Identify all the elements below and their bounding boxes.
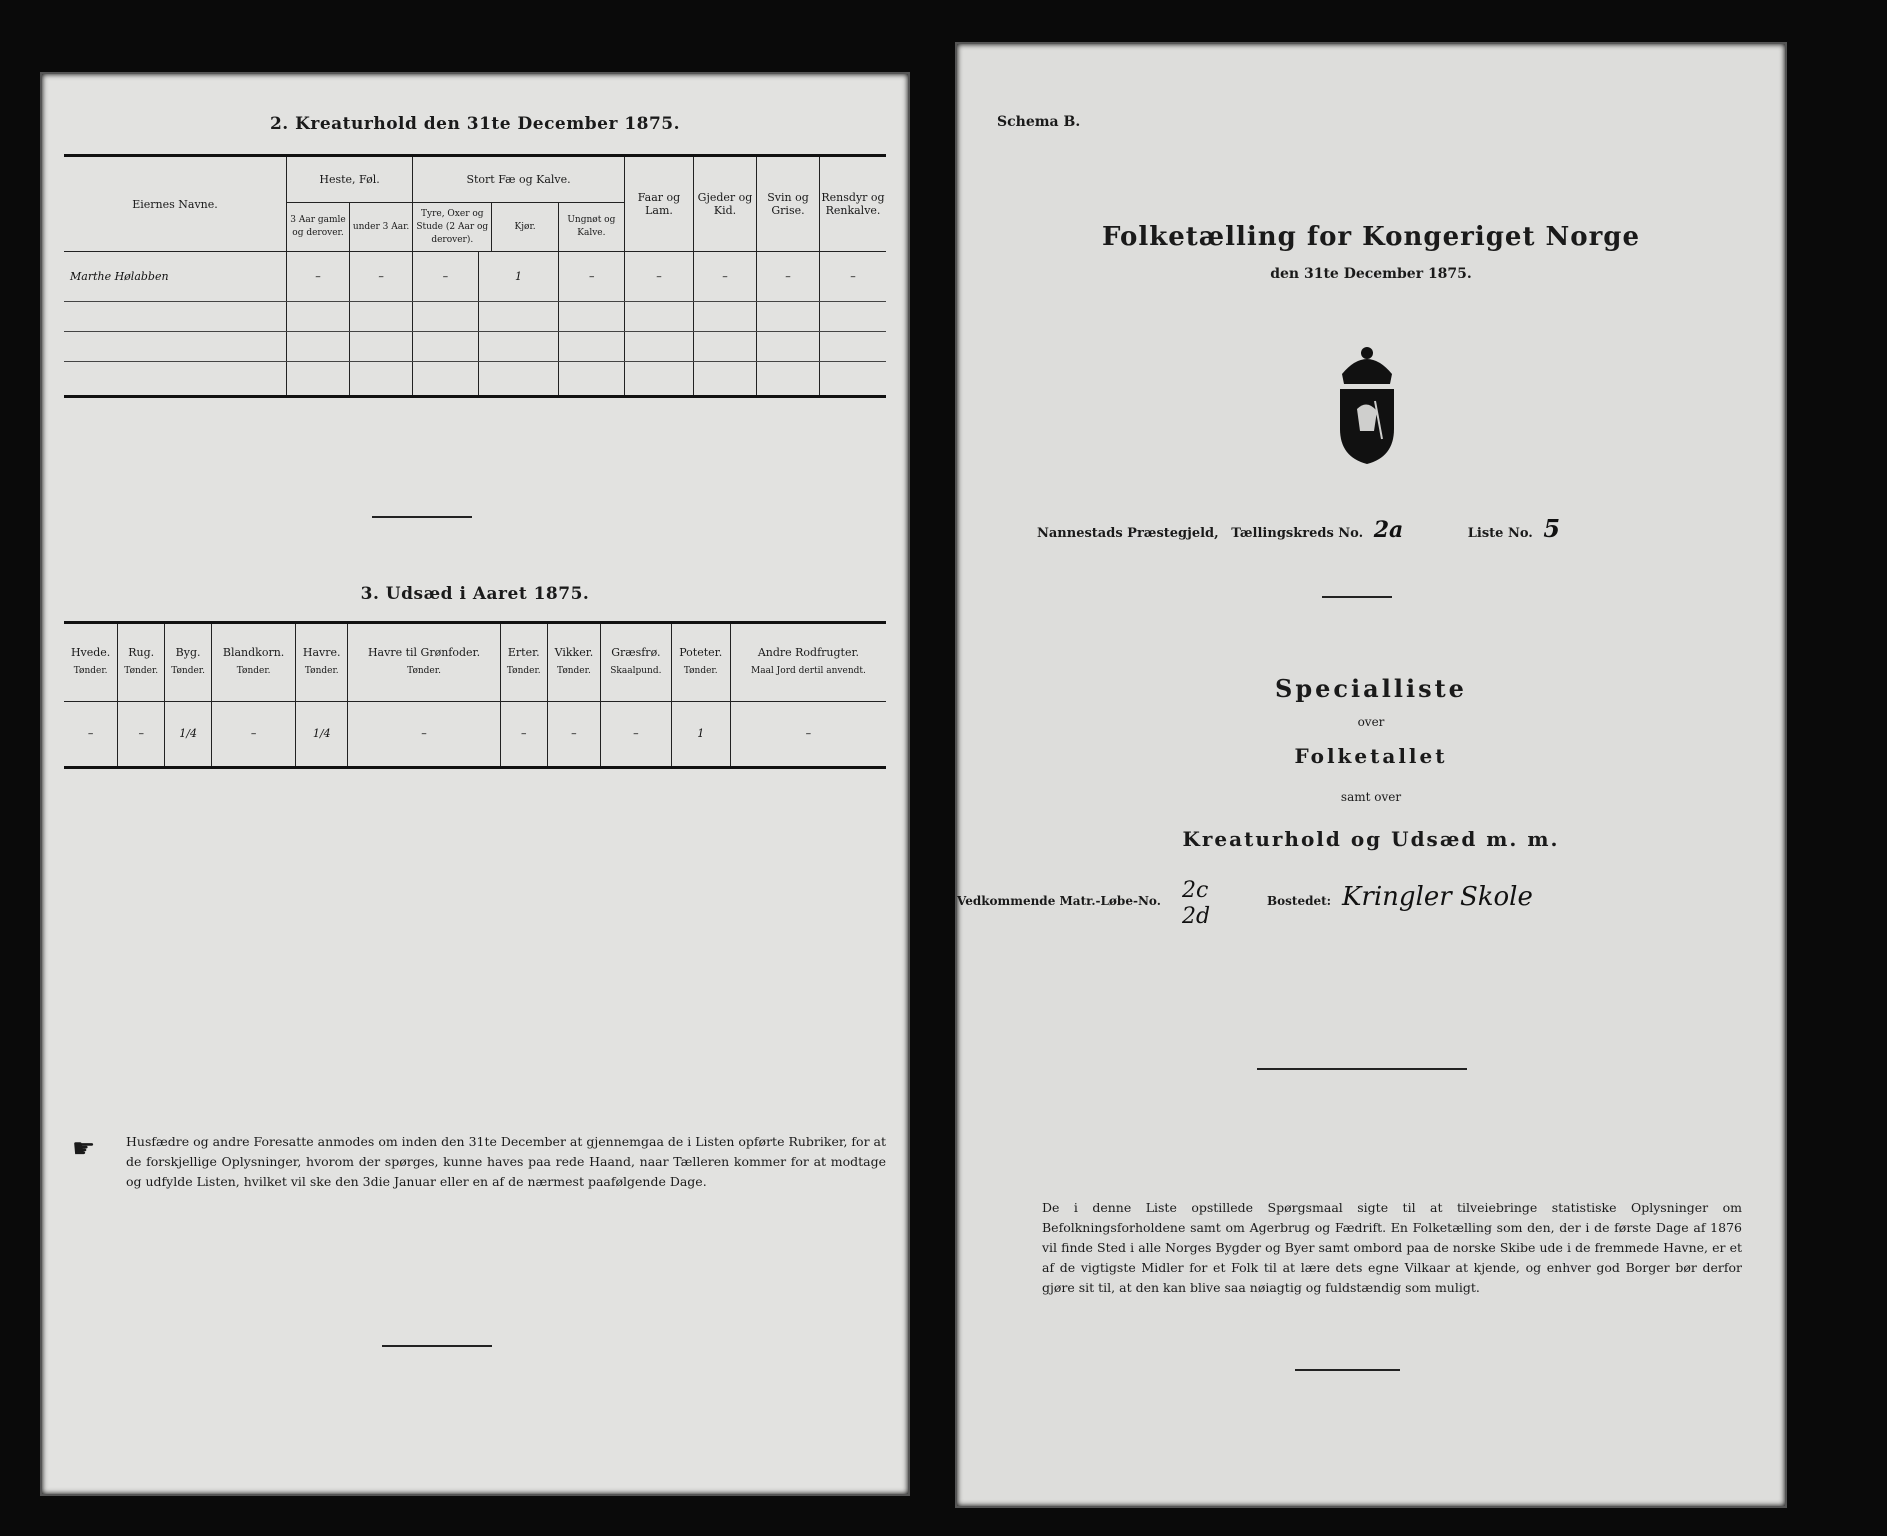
seed-col-name: Erter. xyxy=(507,646,540,660)
divider xyxy=(372,516,472,518)
seed-col-name: Græsfrø. xyxy=(611,646,661,660)
seed-value-cell: 1/4 xyxy=(165,701,212,767)
seed-col-unit: Tønder. xyxy=(407,666,441,677)
stort-group-label: Stort Fæ og Kalve. xyxy=(413,157,624,203)
gjeder-header: Gjeder og Kid. xyxy=(694,156,757,252)
table-row xyxy=(64,302,886,332)
seed-value-cell: – xyxy=(730,701,886,767)
faar-header: Faar og Lam. xyxy=(625,156,694,252)
seed-col-header xyxy=(547,623,600,702)
seed-value-cell: 1 xyxy=(671,701,730,767)
heste-group-label: Heste, Føl. xyxy=(287,157,412,203)
seed-col-header xyxy=(212,623,296,702)
section2-title: 2. Kreaturhold den 31te December 1875. xyxy=(269,114,681,134)
district-value: 2a xyxy=(1373,517,1404,543)
seed-col-name: Andre Rodfrugter. xyxy=(757,646,860,660)
seed-col-unit: Tønder. xyxy=(557,666,591,677)
stort-a-cell: – xyxy=(413,252,479,302)
main-title: Folketælling for Kongeriget Norge xyxy=(1101,222,1641,252)
over-label: over xyxy=(1357,715,1385,729)
stort-a-label: Tyre, Oxer og Stude (2 Aar og derover). xyxy=(413,203,492,251)
rensdyr-header: Rensdyr og Renkalve. xyxy=(820,156,887,252)
seed-col-unit: Tønder. xyxy=(124,666,159,677)
heste-a-label: 3 Aar gamle og derover. xyxy=(287,203,350,251)
schema-label: Schema B. xyxy=(997,114,1081,130)
seed-col-unit: Tønder. xyxy=(73,666,108,677)
svin-cell: – xyxy=(757,252,820,302)
seed-table xyxy=(64,621,886,769)
heste-a-cell: – xyxy=(287,252,350,302)
seed-value-cell: – xyxy=(64,701,118,767)
seed-col-unit: Maal Jord dertil anvendt. xyxy=(750,666,866,677)
owner-cell: Marthe Hølabben xyxy=(64,252,287,302)
folketallet-heading: Folketallet xyxy=(1294,744,1448,768)
heste-b-label: under 3 Aar. xyxy=(352,221,410,232)
livestock-table xyxy=(64,154,886,398)
pointing-hand-icon: ☛ xyxy=(72,1134,96,1164)
district-label: Tællingskreds No. xyxy=(1231,526,1364,541)
seed-col-header xyxy=(118,623,165,702)
seed-value-cell: – xyxy=(500,701,547,767)
seed-col-name: Rug. xyxy=(128,646,155,660)
seed-value-cell: 1/4 xyxy=(296,701,348,767)
seed-value-cell: – xyxy=(212,701,296,767)
seed-col-name: Poteter. xyxy=(679,646,723,660)
divider xyxy=(1322,596,1392,598)
seed-col-header xyxy=(64,623,118,702)
seed-col-header xyxy=(730,623,886,702)
section3-title: 3. Udsæd i Aaret 1875. xyxy=(360,584,590,604)
parish-line xyxy=(1037,514,1560,543)
list-label: Liste No. xyxy=(1467,526,1533,541)
date-subtitle: den 31te December 1875. xyxy=(1270,266,1472,282)
seed-col-name: Vikker. xyxy=(554,646,594,660)
seed-col-name: Hvede. xyxy=(70,646,111,660)
seed-col-name: Havre. xyxy=(302,646,341,660)
samt-label: samt over xyxy=(1340,790,1402,804)
seed-col-unit: Tønder. xyxy=(304,666,339,677)
matr-value-2: 2d xyxy=(1182,904,1211,929)
seed-value-cell: – xyxy=(547,701,600,767)
info-paragraph: De i denne Liste opstillede Spørgsmaal sigte til at tilveiebringe statistiske Oplysninger om Befolkningsforholdene samt om Agerbrug og Fædrift. En Folketælling som den, der i de første Dage af 1876 vil finde Sted i alle Norges Bygder og Byer samt ombord paa de norske Skibe ude i de fremmede Havne, er et af de vigtigste Midler for et Folk til at lære dets egne Vilkaar at kjende, og enhver god Borger bør derfor gjøre sit til, at den kan blive saa nøiagtig og fuldstændig som muligt. xyxy=(1042,1200,1742,1295)
owner-header: Eiernes Navne. xyxy=(64,156,287,252)
stort-b-cell: 1 xyxy=(478,252,559,302)
bosted-value: Kringler Skole xyxy=(1342,882,1533,912)
seed-col-unit: Skaalpund. xyxy=(610,666,662,677)
right-page xyxy=(955,42,1787,1508)
seed-col-unit: Tønder. xyxy=(683,666,718,677)
seed-value-cell: – xyxy=(118,701,165,767)
parish-label: Nannestads Præstegjeld, xyxy=(1037,526,1219,541)
table-row xyxy=(64,701,886,767)
stort-c-label: Ungnøt og Kalve. xyxy=(567,215,616,238)
faar-cell: – xyxy=(625,252,694,302)
stort-header xyxy=(413,156,625,252)
heste-b-cell: – xyxy=(350,252,413,302)
matr-value-1: 2c xyxy=(1182,878,1209,903)
table-row xyxy=(64,332,886,362)
seed-col-unit: Tønder. xyxy=(506,666,541,677)
seed-col-header xyxy=(601,623,671,702)
divider xyxy=(382,1345,492,1347)
stort-c-cell: – xyxy=(559,252,625,302)
list-value: 5 xyxy=(1543,514,1561,543)
seed-col-header xyxy=(500,623,547,702)
seed-col-header xyxy=(165,623,212,702)
heste-header xyxy=(287,156,413,252)
seed-value-cell: – xyxy=(348,701,501,767)
bosted-label: Bostedet: xyxy=(1267,894,1332,908)
table-row xyxy=(64,362,886,397)
seed-value-cell: – xyxy=(601,701,671,767)
seed-col-name: Byg. xyxy=(175,646,201,660)
seed-col-name: Blandkorn. xyxy=(222,646,285,660)
rensdyr-cell: – xyxy=(820,252,887,302)
divider xyxy=(1295,1369,1400,1371)
matr-line xyxy=(957,894,1161,908)
left-page xyxy=(40,72,910,1496)
seed-col-header xyxy=(348,623,501,702)
seed-col-name: Havre til Grønfoder. xyxy=(367,646,481,660)
coat-of-arms-icon xyxy=(1312,339,1422,469)
seed-col-unit: Tønder. xyxy=(171,666,205,677)
matr-label: Vedkommende Matr.-Løbe-No. xyxy=(957,894,1161,908)
stort-b-label: Kjør. xyxy=(492,203,558,251)
table-row xyxy=(64,252,886,302)
divider xyxy=(1257,1068,1467,1070)
notice-text: Husfædre og andre Foresatte anmodes om inden den 31te December at gjennemgaa de i Listen opførte Rubriker, for at de forskjellige Oplysninger, hvorom der spørges, kunne haves paa rede Haand, naar Tælleren kommer for at modtage og udfylde Listen, hvilket vil ske den 3die Januar eller en af de nærmest paafølgende Dage. xyxy=(126,1134,886,1189)
seed-col-header xyxy=(296,623,348,702)
seed-col-unit: Tønder. xyxy=(236,666,271,677)
gjeder-cell: – xyxy=(694,252,757,302)
seed-col-header xyxy=(671,623,730,702)
svin-header: Svin og Grise. xyxy=(757,156,820,252)
kreaturhold-heading: Kreaturhold og Udsæd m. m. xyxy=(1182,827,1560,851)
specialliste-heading: Specialliste xyxy=(1275,674,1467,703)
